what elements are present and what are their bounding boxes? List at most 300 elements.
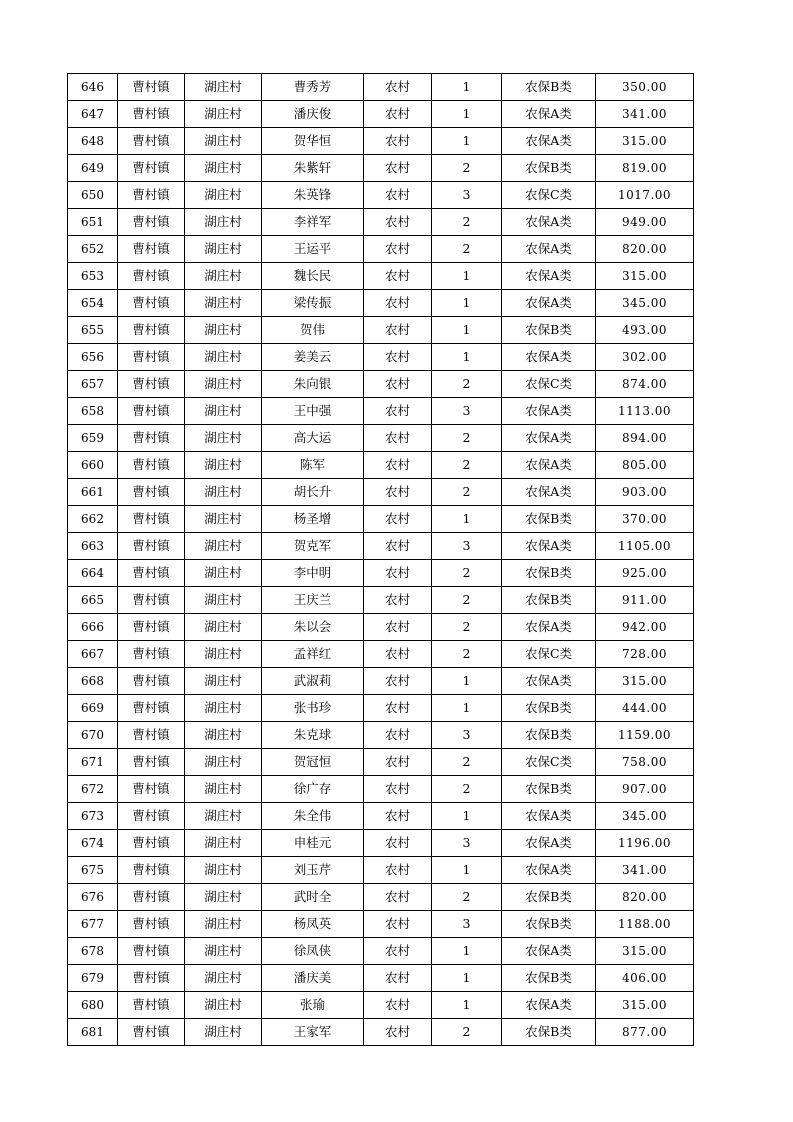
insurance-class-cell: 农保C类 (502, 182, 596, 209)
town-cell: 曹村镇 (118, 830, 185, 857)
village-cell: 湖庄村 (185, 533, 262, 560)
town-cell: 曹村镇 (118, 128, 185, 155)
table-row (68, 344, 694, 371)
row-index-cell: 646 (68, 74, 118, 101)
insurance-class-cell: 农保B类 (502, 695, 596, 722)
town-cell: 曹村镇 (118, 506, 185, 533)
insurance-class-cell: 农保A类 (502, 101, 596, 128)
amount-cell: 820.00 (596, 236, 694, 263)
household-type-cell: 农村 (364, 668, 432, 695)
village-cell: 湖庄村 (185, 1019, 262, 1046)
amount-cell: 819.00 (596, 155, 694, 182)
household-type-cell: 农村 (364, 290, 432, 317)
village-cell: 湖庄村 (185, 830, 262, 857)
row-index-cell: 676 (68, 884, 118, 911)
table-row (68, 911, 694, 938)
town-cell: 曹村镇 (118, 776, 185, 803)
row-index-cell: 677 (68, 911, 118, 938)
name-cell: 朱向银 (262, 371, 364, 398)
row-index-cell: 679 (68, 965, 118, 992)
amount-cell: 728.00 (596, 641, 694, 668)
town-cell: 曹村镇 (118, 857, 185, 884)
row-index-cell: 659 (68, 425, 118, 452)
village-cell: 湖庄村 (185, 290, 262, 317)
row-index-cell: 647 (68, 101, 118, 128)
town-cell: 曹村镇 (118, 722, 185, 749)
insurance-class-cell: 农保A类 (502, 209, 596, 236)
row-index-cell: 655 (68, 317, 118, 344)
row-index-cell: 652 (68, 236, 118, 263)
member-count-cell: 1 (432, 695, 502, 722)
member-count-cell: 3 (432, 533, 502, 560)
amount-cell: 315.00 (596, 668, 694, 695)
village-cell: 湖庄村 (185, 371, 262, 398)
amount-cell: 315.00 (596, 992, 694, 1019)
household-type-cell: 农村 (364, 938, 432, 965)
table-row (68, 479, 694, 506)
member-count-cell: 1 (432, 938, 502, 965)
row-index-cell: 681 (68, 1019, 118, 1046)
town-cell: 曹村镇 (118, 209, 185, 236)
table-row (68, 884, 694, 911)
insurance-class-cell: 农保B类 (502, 776, 596, 803)
household-type-cell: 农村 (364, 641, 432, 668)
amount-cell: 820.00 (596, 884, 694, 911)
household-type-cell: 农村 (364, 317, 432, 344)
insurance-class-cell: 农保A类 (502, 479, 596, 506)
household-type-cell: 农村 (364, 398, 432, 425)
insurance-class-cell: 农保A类 (502, 344, 596, 371)
row-index-cell: 668 (68, 668, 118, 695)
insurance-class-cell: 农保B类 (502, 317, 596, 344)
row-index-cell: 667 (68, 641, 118, 668)
name-cell: 贺克军 (262, 533, 364, 560)
table-row (68, 533, 694, 560)
table-row (68, 263, 694, 290)
town-cell: 曹村镇 (118, 371, 185, 398)
village-cell: 湖庄村 (185, 479, 262, 506)
table-row (68, 101, 694, 128)
name-cell: 徐广存 (262, 776, 364, 803)
amount-cell: 877.00 (596, 1019, 694, 1046)
table-row (68, 803, 694, 830)
row-index-cell: 680 (68, 992, 118, 1019)
insurance-class-cell: 农保B类 (502, 587, 596, 614)
insurance-class-cell: 农保A类 (502, 614, 596, 641)
town-cell: 曹村镇 (118, 74, 185, 101)
member-count-cell: 2 (432, 641, 502, 668)
household-type-cell: 农村 (364, 182, 432, 209)
name-cell: 张书珍 (262, 695, 364, 722)
table-row (68, 155, 694, 182)
household-type-cell: 农村 (364, 884, 432, 911)
member-count-cell: 2 (432, 587, 502, 614)
household-type-cell: 农村 (364, 371, 432, 398)
insurance-class-cell: 农保A类 (502, 668, 596, 695)
table-row (68, 614, 694, 641)
row-index-cell: 661 (68, 479, 118, 506)
row-index-cell: 650 (68, 182, 118, 209)
household-type-cell: 农村 (364, 479, 432, 506)
household-type-cell: 农村 (364, 560, 432, 587)
household-type-cell: 农村 (364, 587, 432, 614)
member-count-cell: 2 (432, 425, 502, 452)
town-cell: 曹村镇 (118, 290, 185, 317)
name-cell: 高大运 (262, 425, 364, 452)
amount-cell: 406.00 (596, 965, 694, 992)
data-table (67, 73, 694, 1046)
member-count-cell: 2 (432, 560, 502, 587)
village-cell: 湖庄村 (185, 965, 262, 992)
row-index-cell: 663 (68, 533, 118, 560)
table-row (68, 371, 694, 398)
amount-cell: 350.00 (596, 74, 694, 101)
household-type-cell: 农村 (364, 506, 432, 533)
village-cell: 湖庄村 (185, 668, 262, 695)
name-cell: 曹秀芳 (262, 74, 364, 101)
town-cell: 曹村镇 (118, 398, 185, 425)
amount-cell: 805.00 (596, 452, 694, 479)
household-type-cell: 农村 (364, 803, 432, 830)
village-cell: 湖庄村 (185, 776, 262, 803)
member-count-cell: 3 (432, 182, 502, 209)
insurance-class-cell: 农保A类 (502, 857, 596, 884)
table-row (68, 857, 694, 884)
amount-cell: 1188.00 (596, 911, 694, 938)
household-type-cell: 农村 (364, 776, 432, 803)
amount-cell: 894.00 (596, 425, 694, 452)
row-index-cell: 662 (68, 506, 118, 533)
table-row (68, 560, 694, 587)
amount-cell: 925.00 (596, 560, 694, 587)
row-index-cell: 649 (68, 155, 118, 182)
insurance-class-cell: 农保A类 (502, 452, 596, 479)
member-count-cell: 2 (432, 236, 502, 263)
table-row (68, 74, 694, 101)
member-count-cell: 3 (432, 830, 502, 857)
town-cell: 曹村镇 (118, 344, 185, 371)
member-count-cell: 2 (432, 209, 502, 236)
name-cell: 李中明 (262, 560, 364, 587)
town-cell: 曹村镇 (118, 911, 185, 938)
household-type-cell: 农村 (364, 857, 432, 884)
household-type-cell: 农村 (364, 155, 432, 182)
amount-cell: 949.00 (596, 209, 694, 236)
insurance-class-cell: 农保A类 (502, 263, 596, 290)
amount-cell: 302.00 (596, 344, 694, 371)
row-index-cell: 666 (68, 614, 118, 641)
row-index-cell: 653 (68, 263, 118, 290)
member-count-cell: 1 (432, 965, 502, 992)
amount-cell: 942.00 (596, 614, 694, 641)
member-count-cell: 2 (432, 452, 502, 479)
household-type-cell: 农村 (364, 452, 432, 479)
row-index-cell: 657 (68, 371, 118, 398)
row-index-cell: 674 (68, 830, 118, 857)
amount-cell: 1196.00 (596, 830, 694, 857)
village-cell: 湖庄村 (185, 911, 262, 938)
household-type-cell: 农村 (364, 749, 432, 776)
insurance-class-cell: 农保C类 (502, 749, 596, 776)
household-type-cell: 农村 (364, 533, 432, 560)
row-index-cell: 678 (68, 938, 118, 965)
household-type-cell: 农村 (364, 1019, 432, 1046)
town-cell: 曹村镇 (118, 965, 185, 992)
town-cell: 曹村镇 (118, 560, 185, 587)
row-index-cell: 672 (68, 776, 118, 803)
amount-cell: 315.00 (596, 938, 694, 965)
member-count-cell: 1 (432, 263, 502, 290)
member-count-cell: 1 (432, 668, 502, 695)
household-type-cell: 农村 (364, 263, 432, 290)
town-cell: 曹村镇 (118, 155, 185, 182)
name-cell: 王庆兰 (262, 587, 364, 614)
member-count-cell: 2 (432, 479, 502, 506)
table-row (68, 317, 694, 344)
village-cell: 湖庄村 (185, 236, 262, 263)
village-cell: 湖庄村 (185, 938, 262, 965)
name-cell: 徐凤侠 (262, 938, 364, 965)
insurance-class-cell: 农保A类 (502, 290, 596, 317)
town-cell: 曹村镇 (118, 668, 185, 695)
member-count-cell: 3 (432, 722, 502, 749)
insurance-class-cell: 农保B类 (502, 74, 596, 101)
insurance-class-cell: 农保A类 (502, 236, 596, 263)
name-cell: 贺冠恒 (262, 749, 364, 776)
insurance-class-cell: 农保B类 (502, 155, 596, 182)
household-type-cell: 农村 (364, 722, 432, 749)
village-cell: 湖庄村 (185, 209, 262, 236)
table-row (68, 209, 694, 236)
table-row (68, 641, 694, 668)
insurance-class-cell: 农保A类 (502, 938, 596, 965)
household-type-cell: 农村 (364, 425, 432, 452)
table-row (68, 695, 694, 722)
amount-cell: 903.00 (596, 479, 694, 506)
village-cell: 湖庄村 (185, 587, 262, 614)
household-type-cell: 农村 (364, 128, 432, 155)
name-cell: 刘玉芹 (262, 857, 364, 884)
member-count-cell: 2 (432, 776, 502, 803)
table-row (68, 776, 694, 803)
amount-cell: 493.00 (596, 317, 694, 344)
name-cell: 王运平 (262, 236, 364, 263)
name-cell: 梁传振 (262, 290, 364, 317)
row-index-cell: 651 (68, 209, 118, 236)
household-type-cell: 农村 (364, 695, 432, 722)
name-cell: 胡长升 (262, 479, 364, 506)
name-cell: 潘庆美 (262, 965, 364, 992)
row-index-cell: 675 (68, 857, 118, 884)
member-count-cell: 2 (432, 371, 502, 398)
town-cell: 曹村镇 (118, 182, 185, 209)
amount-cell: 1017.00 (596, 182, 694, 209)
village-cell: 湖庄村 (185, 452, 262, 479)
amount-cell: 315.00 (596, 128, 694, 155)
amount-cell: 1159.00 (596, 722, 694, 749)
name-cell: 朱全伟 (262, 803, 364, 830)
village-cell: 湖庄村 (185, 803, 262, 830)
name-cell: 朱以会 (262, 614, 364, 641)
name-cell: 杨凤英 (262, 911, 364, 938)
row-index-cell: 673 (68, 803, 118, 830)
amount-cell: 1105.00 (596, 533, 694, 560)
member-count-cell: 1 (432, 101, 502, 128)
name-cell: 贺华恒 (262, 128, 364, 155)
member-count-cell: 1 (432, 344, 502, 371)
table-row (68, 128, 694, 155)
name-cell: 李祥军 (262, 209, 364, 236)
amount-cell: 315.00 (596, 263, 694, 290)
insurance-class-cell: 农保B类 (502, 1019, 596, 1046)
amount-cell: 345.00 (596, 290, 694, 317)
amount-cell: 370.00 (596, 506, 694, 533)
village-cell: 湖庄村 (185, 425, 262, 452)
name-cell: 魏长民 (262, 263, 364, 290)
name-cell: 姜美云 (262, 344, 364, 371)
town-cell: 曹村镇 (118, 479, 185, 506)
member-count-cell: 3 (432, 398, 502, 425)
village-cell: 湖庄村 (185, 641, 262, 668)
table-row (68, 236, 694, 263)
name-cell: 武时全 (262, 884, 364, 911)
town-cell: 曹村镇 (118, 425, 185, 452)
town-cell: 曹村镇 (118, 1019, 185, 1046)
row-index-cell: 658 (68, 398, 118, 425)
village-cell: 湖庄村 (185, 722, 262, 749)
table-row (68, 290, 694, 317)
village-cell: 湖庄村 (185, 992, 262, 1019)
household-type-cell: 农村 (364, 344, 432, 371)
household-type-cell: 农村 (364, 992, 432, 1019)
household-type-cell: 农村 (364, 830, 432, 857)
town-cell: 曹村镇 (118, 452, 185, 479)
insurance-class-cell: 农保B类 (502, 560, 596, 587)
table-row (68, 425, 694, 452)
member-count-cell: 1 (432, 506, 502, 533)
insurance-class-cell: 农保A类 (502, 425, 596, 452)
town-cell: 曹村镇 (118, 236, 185, 263)
village-cell: 湖庄村 (185, 344, 262, 371)
row-index-cell: 671 (68, 749, 118, 776)
row-index-cell: 648 (68, 128, 118, 155)
town-cell: 曹村镇 (118, 614, 185, 641)
table-row (68, 722, 694, 749)
insurance-class-cell: 农保A类 (502, 533, 596, 560)
member-count-cell: 1 (432, 317, 502, 344)
table-row (68, 938, 694, 965)
village-cell: 湖庄村 (185, 560, 262, 587)
household-type-cell: 农村 (364, 101, 432, 128)
household-type-cell: 农村 (364, 236, 432, 263)
amount-cell: 1113.00 (596, 398, 694, 425)
village-cell: 湖庄村 (185, 506, 262, 533)
insurance-class-cell: 农保A类 (502, 398, 596, 425)
name-cell: 贺伟 (262, 317, 364, 344)
insurance-class-cell: 农保B类 (502, 506, 596, 533)
town-cell: 曹村镇 (118, 884, 185, 911)
row-index-cell: 669 (68, 695, 118, 722)
town-cell: 曹村镇 (118, 695, 185, 722)
insurance-class-cell: 农保A类 (502, 803, 596, 830)
insurance-class-cell: 农保B类 (502, 911, 596, 938)
town-cell: 曹村镇 (118, 803, 185, 830)
amount-cell: 758.00 (596, 749, 694, 776)
village-cell: 湖庄村 (185, 317, 262, 344)
table-row (68, 992, 694, 1019)
town-cell: 曹村镇 (118, 641, 185, 668)
table-row (68, 506, 694, 533)
village-cell: 湖庄村 (185, 128, 262, 155)
village-cell: 湖庄村 (185, 695, 262, 722)
member-count-cell: 1 (432, 74, 502, 101)
insurance-class-cell: 农保B类 (502, 722, 596, 749)
village-cell: 湖庄村 (185, 263, 262, 290)
name-cell: 朱克球 (262, 722, 364, 749)
town-cell: 曹村镇 (118, 938, 185, 965)
household-type-cell: 农村 (364, 74, 432, 101)
amount-cell: 911.00 (596, 587, 694, 614)
town-cell: 曹村镇 (118, 263, 185, 290)
insurance-class-cell: 农保A类 (502, 992, 596, 1019)
member-count-cell: 2 (432, 749, 502, 776)
member-count-cell: 2 (432, 1019, 502, 1046)
amount-cell: 345.00 (596, 803, 694, 830)
insurance-class-cell: 农保A类 (502, 128, 596, 155)
member-count-cell: 1 (432, 992, 502, 1019)
village-cell: 湖庄村 (185, 614, 262, 641)
village-cell: 湖庄村 (185, 182, 262, 209)
name-cell: 申桂元 (262, 830, 364, 857)
village-cell: 湖庄村 (185, 884, 262, 911)
name-cell: 朱紫轩 (262, 155, 364, 182)
name-cell: 杨圣增 (262, 506, 364, 533)
insurance-class-cell: 农保A类 (502, 830, 596, 857)
name-cell: 王家军 (262, 1019, 364, 1046)
table-row (68, 398, 694, 425)
member-count-cell: 1 (432, 290, 502, 317)
name-cell: 王中强 (262, 398, 364, 425)
town-cell: 曹村镇 (118, 587, 185, 614)
member-count-cell: 2 (432, 614, 502, 641)
insurance-class-cell: 农保C类 (502, 641, 596, 668)
table-row (68, 1019, 694, 1046)
name-cell: 孟祥红 (262, 641, 364, 668)
table-row (68, 965, 694, 992)
member-count-cell: 1 (432, 857, 502, 884)
name-cell: 潘庆俊 (262, 101, 364, 128)
town-cell: 曹村镇 (118, 533, 185, 560)
household-type-cell: 农村 (364, 911, 432, 938)
town-cell: 曹村镇 (118, 749, 185, 776)
name-cell: 张瑜 (262, 992, 364, 1019)
town-cell: 曹村镇 (118, 101, 185, 128)
row-index-cell: 654 (68, 290, 118, 317)
insurance-class-cell: 农保B类 (502, 884, 596, 911)
member-count-cell: 1 (432, 128, 502, 155)
row-index-cell: 660 (68, 452, 118, 479)
amount-cell: 907.00 (596, 776, 694, 803)
amount-cell: 341.00 (596, 857, 694, 884)
insurance-class-cell: 农保C类 (502, 371, 596, 398)
village-cell: 湖庄村 (185, 101, 262, 128)
town-cell: 曹村镇 (118, 992, 185, 1019)
member-count-cell: 3 (432, 911, 502, 938)
row-index-cell: 670 (68, 722, 118, 749)
village-cell: 湖庄村 (185, 398, 262, 425)
household-type-cell: 农村 (364, 209, 432, 236)
member-count-cell: 2 (432, 155, 502, 182)
